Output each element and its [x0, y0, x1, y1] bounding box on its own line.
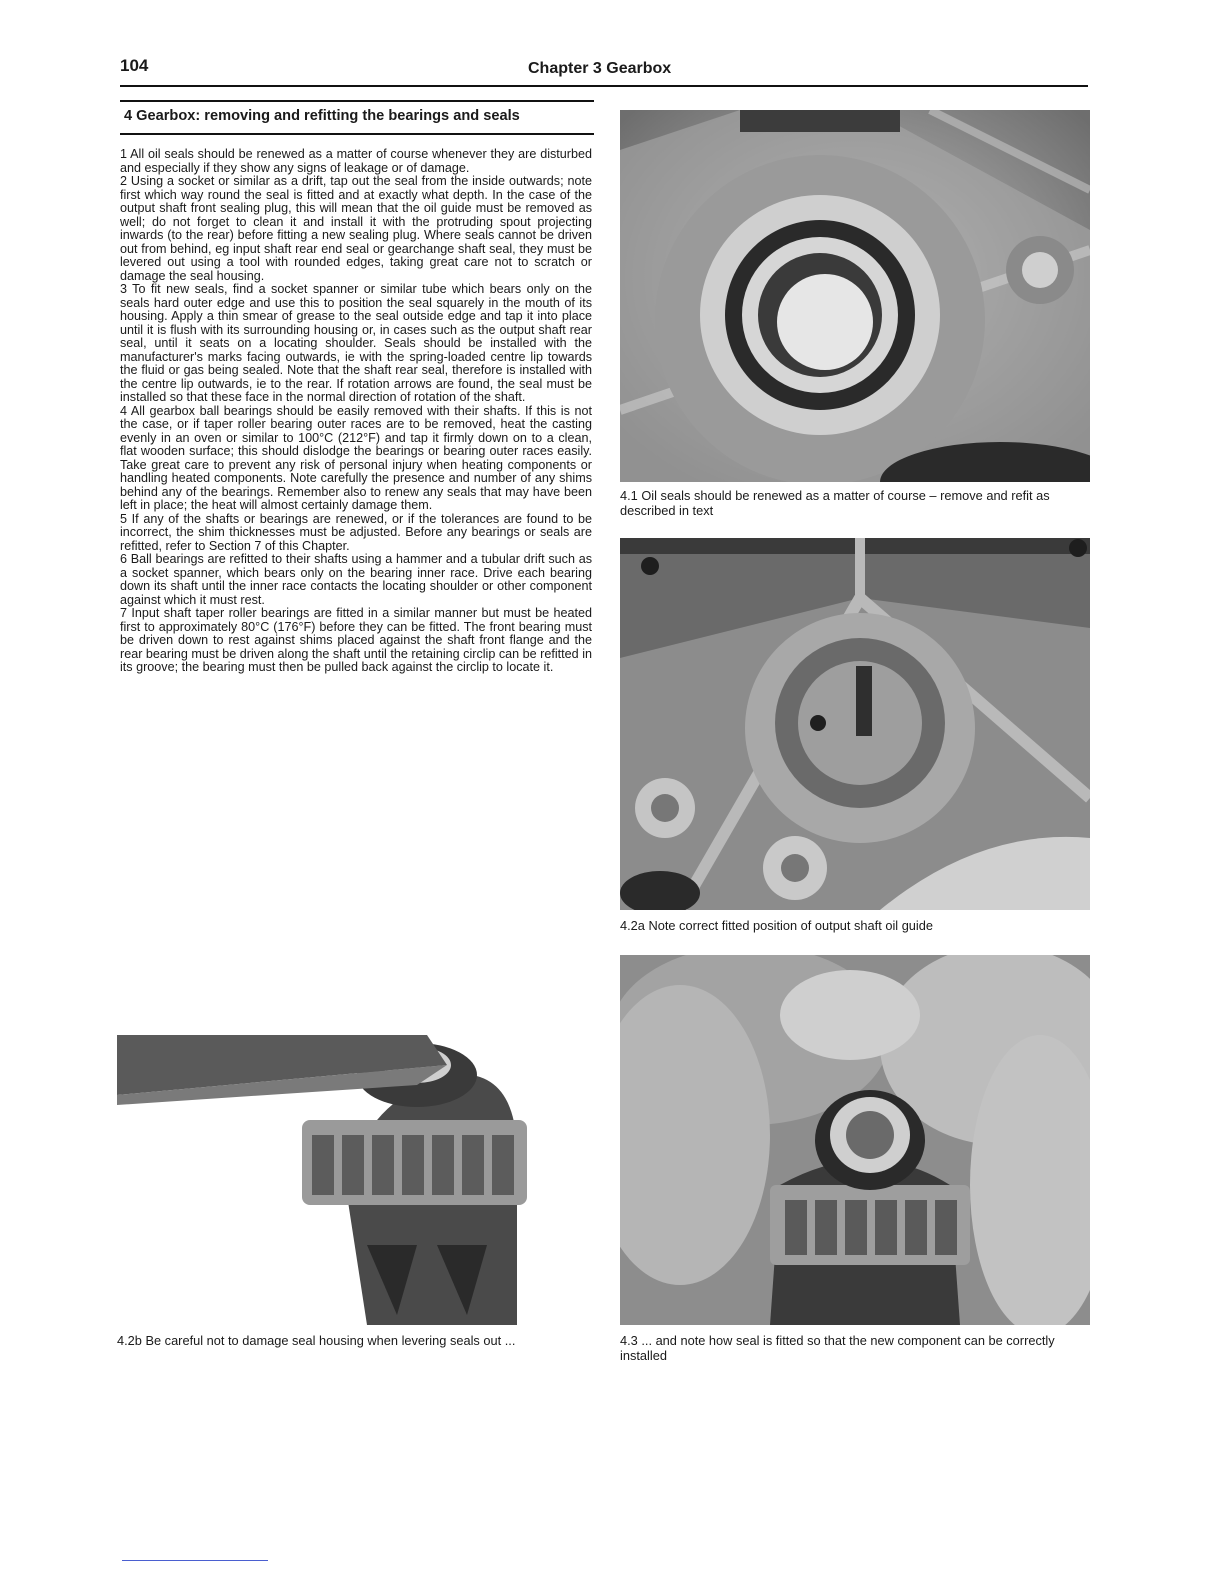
paragraph-6: 6 Ball bearings are refitted to their shafts using a hammer and a tubular drift such as a socket spanner, which bears only on the bearing inner race. Drive each bearing down its shaft until the inner race contacts the locating shoulder or other component against which it must rest.: [120, 552, 592, 607]
photo-4-2a: [620, 538, 1090, 910]
section-rule-bottom: [120, 133, 594, 135]
page-number: 104: [120, 56, 149, 75]
photo-4-2b: [117, 955, 587, 1325]
caption-4-3: 4.3 ... and note how seal is fitted so that the new component can be correctly installed: [620, 1333, 1055, 1363]
section-heading: 4 Gearbox: removing and refitting the bearings and seals: [124, 108, 520, 124]
photo-4-1: [620, 110, 1090, 482]
caption-4-1: 4.1 Oil seals should be renewed as a matter of course – remove and refit as described in text: [620, 488, 1050, 518]
paragraph-5: 5 If any of the shafts or bearings are renewed, or if the tolerances are found to be incorrect, the shim thicknesses must be adjusted. Before any bearings or seals are refitted, refer to Section 7 of this Chapter.: [120, 511, 592, 553]
section-rule-top: [120, 100, 594, 102]
footer-line: [122, 1560, 268, 1561]
paragraph-3: 3 To fit new seals, find a socket spanner or similar tube which bears only on the seals hard outer edge and use this to position the seal squarely in the mouth of its housing. Apply a thin smear of grease to the seal outside edge and tap it into place until it is flush with its surrounding housing or, in cases such as the output shaft rear seal, until it seats on a locating shoulder. Seals should be installed with the manufacturer's marks facing outwards, ie with the spring-loaded centre lip towards the fluid or gas being sealed. Note that the shaft rear seal, therefore is installed with the centre lip outwards, ie to the rear. If rotation arrows are found, the seal must be installed so that these face in the normal direction of rotation of the shaft.: [120, 282, 592, 404]
paragraph-7: 7 Input shaft taper roller bearings are fitted in a similar manner but must be heated first to approximately 80°C (176°F) before they can be fitted. The front bearing must be driven down to rest against shims placed against the shaft front flange and the rear bearing must be driven along the shaft until the retaining circlip can be refitted in its groove; the bearing must then be pulled back against the circlip to locate it.: [120, 606, 592, 674]
header-rule: [120, 85, 1088, 87]
caption-4-2a: 4.2a Note correct fitted position of output shaft oil guide: [620, 918, 934, 933]
paragraph-2: 2 Using a socket or similar as a drift, tap out the seal from the inside outwards; note first which way round the seal is fitted and at exactly what depth. In the case of the output shaft front sealing plug, this will mean that the oil guide must be removed as well; do not forget to clean it and install it with the protruding spout projecting inwards (to the rear) before fitting a new sealing plug. Where seals cannot be driven out from behind, eg input shaft rear end seal or gearchange shaft seal, they must be levered out using a tool with rounded edges, taking great care not to scratch or damage the seal housing.: [120, 174, 592, 283]
photo-4-3: [620, 955, 1090, 1325]
paragraph-1: 1 All oil seals should be renewed as a matter of course whenever they are disturbed and especially if they show any signs of leakage or of damage.: [120, 147, 592, 175]
paragraph-4: 4 All gearbox ball bearings should be easily removed with their shafts. If this is not the case, or if taper roller bearing outer races are to be removed, heat the casting evenly in an oven or similar to 100°C (212°F) and tap it firmly down on to a clean, flat wooden surface; this should dislodge the bearings or bearing outer races easily. Take great care to prevent any risk of personal injury when heating components or handling heated components. Note carefully the presence and number of any shims behind any of the bearings. Remember also to renew any seals that may have been left in place; the heat will almost certainly damage them.: [120, 403, 592, 512]
chapter-title: Chapter 3 Gearbox: [528, 60, 672, 77]
section-body: [120, 148, 592, 675]
caption-4-2b: 4.2b Be careful not to damage seal housing when levering seals out ...: [117, 1333, 516, 1348]
